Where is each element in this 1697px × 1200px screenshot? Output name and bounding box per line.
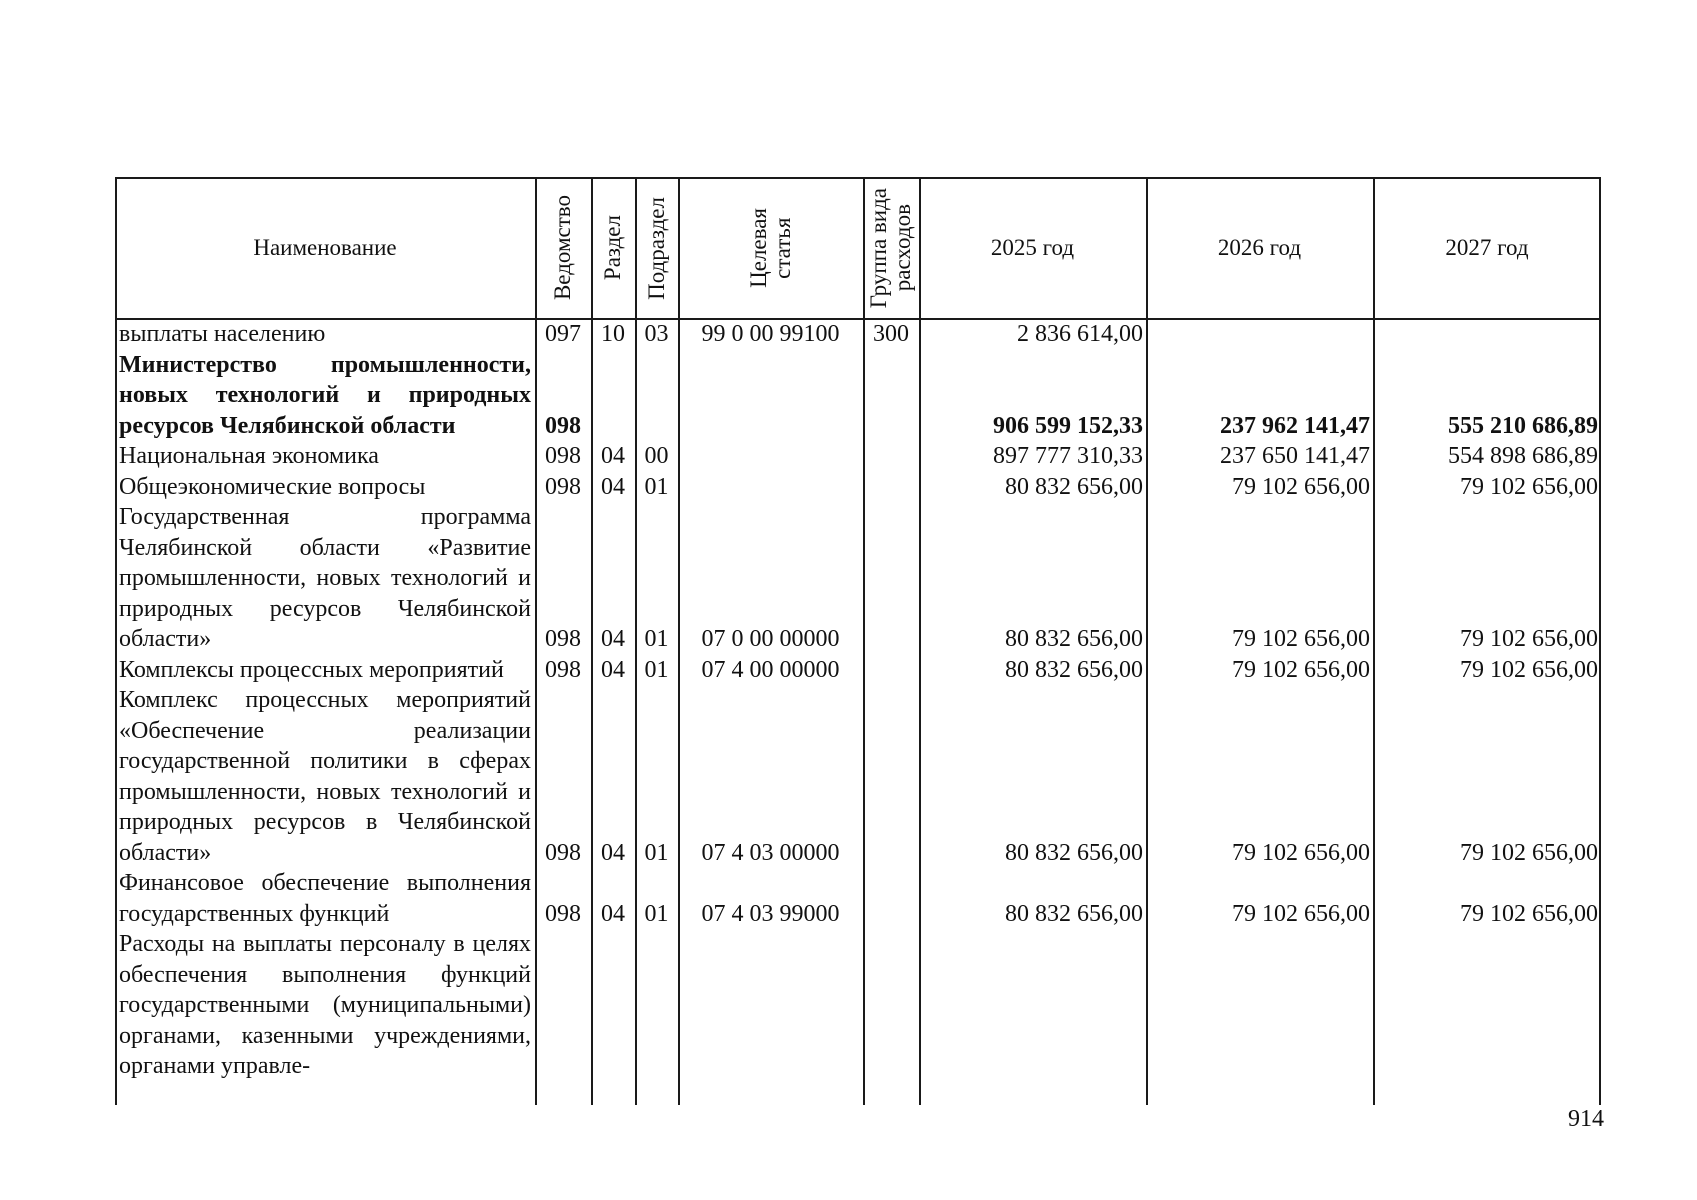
budget-table	[115, 177, 1601, 1105]
row-value-2026: 237 962 141,47	[1220, 412, 1370, 439]
row-value-2026: 79 102 656,00	[1232, 626, 1370, 652]
row-vedomstvo: 097	[545, 321, 581, 347]
row-value-2027: 79 102 656,00	[1460, 839, 1598, 866]
row-razdel: 04	[601, 839, 625, 866]
header-vedomstvo-label: Ведомство	[550, 195, 575, 301]
row-value-2027: 79 102 656,00	[1460, 473, 1598, 500]
header-group-line2: расходов	[890, 204, 915, 292]
row-value-2025: 80 832 656,00	[1005, 839, 1143, 866]
table-row	[115, 502, 1601, 655]
row-value-2025: 80 832 656,00	[1005, 626, 1143, 652]
row-value-2025	[919, 929, 1146, 1082]
row-podrazdel: 00	[644, 443, 669, 469]
row-vedomstvo: 098	[545, 900, 581, 927]
row-podrazdel: 01	[644, 626, 669, 652]
row-group	[863, 472, 919, 503]
header-target-line1: Целевая	[745, 208, 771, 288]
table-row	[115, 350, 1601, 442]
row-razdel: 04	[601, 900, 625, 927]
row-vedomstvo: 098	[545, 473, 581, 500]
row-razdel	[591, 929, 635, 1082]
row-value-2026: 79 102 656,00	[1232, 900, 1370, 927]
row-name: Общеэкономические вопросы	[119, 473, 426, 500]
row-value-2026	[1146, 929, 1373, 1082]
header-group	[863, 177, 919, 319]
row-razdel: 04	[601, 656, 625, 683]
row-value-2025: 906 599 152,33	[993, 412, 1143, 439]
table-header	[115, 177, 1601, 319]
row-name: Национальная экономика	[119, 443, 379, 469]
row-target	[678, 472, 863, 503]
table-row	[115, 441, 1601, 472]
row-vedomstvo	[535, 929, 591, 1082]
header-razdel	[591, 177, 635, 319]
row-vedomstvo: 098	[545, 656, 581, 683]
row-target: 99 0 00 99100	[701, 321, 840, 347]
row-name: выплаты населению	[119, 321, 326, 347]
row-name: Финансовое обеспечение выполнения государственных функций	[119, 870, 531, 927]
row-group	[863, 350, 919, 442]
row-podrazdel	[635, 929, 678, 1082]
row-value-2026: 79 102 656,00	[1232, 656, 1370, 683]
row-target: 07 4 00 00000	[701, 656, 840, 683]
row-name: Министерство промышленности, новых технологий и природных ресурсов Челябинской области	[119, 351, 531, 439]
row-group: 300	[873, 321, 909, 347]
table-body	[115, 319, 1601, 1082]
header-name: Наименование	[253, 235, 397, 260]
header-razdel-label: Раздел	[600, 215, 625, 281]
row-value-2026	[1146, 319, 1373, 350]
row-razdel: 04	[601, 626, 625, 652]
row-value-2026: 237 650 141,47	[1220, 443, 1370, 469]
row-group	[863, 929, 919, 1082]
row-value-2027	[1373, 929, 1601, 1082]
row-group	[863, 868, 919, 929]
row-podrazdel: 03	[644, 321, 669, 347]
row-target	[678, 441, 863, 472]
row-value-2027: 555 210 686,89	[1448, 412, 1598, 439]
row-target: 07 4 03 99000	[701, 900, 840, 927]
page-number: 914	[1568, 1106, 1604, 1132]
row-name: Комплексы процессных мероприятий	[119, 656, 504, 683]
row-target	[678, 350, 863, 442]
header-year-2027: 2027 год	[1445, 235, 1529, 260]
row-razdel	[591, 350, 635, 442]
row-podrazdel: 01	[644, 839, 669, 866]
row-vedomstvo: 098	[545, 412, 581, 439]
table-row	[115, 868, 1601, 929]
row-target: 07 4 03 00000	[701, 839, 840, 866]
header-group-label	[867, 188, 915, 308]
row-value-2025: 80 832 656,00	[1005, 473, 1143, 500]
header-target	[678, 177, 863, 319]
row-value-2027: 79 102 656,00	[1460, 626, 1598, 652]
table-row	[115, 472, 1601, 503]
row-name: Комплекс процессных мероприятий «Обеспечение реализации государственной политики в сферах промышленности, новых технологий и природных ресурсов в Челябинской области»	[119, 687, 531, 866]
row-group	[863, 502, 919, 655]
row-value-2027: 79 102 656,00	[1460, 656, 1598, 683]
row-podrazdel: 01	[644, 656, 669, 683]
row-name: Государственная программа Челябинской области «Развитие промышленности, новых технологий и природных ресурсов Челябинской области»	[119, 504, 531, 652]
row-razdel: 04	[601, 473, 625, 500]
row-vedomstvo: 098	[545, 626, 581, 652]
row-name: Расходы на выплаты персоналу в целях обеспечения выполнения функций государственными (муниципальными) органами, казенными учреждениями, органами управле-	[119, 931, 531, 1079]
header-target-line2: статья	[769, 217, 795, 279]
row-podrazdel: 01	[644, 900, 669, 927]
row-razdel: 10	[601, 321, 625, 347]
header-year-2026: 2026 год	[1217, 235, 1302, 260]
header-year-2025: 2025 год	[990, 235, 1075, 260]
header-group-line1: Группа вида	[866, 187, 891, 309]
row-group	[863, 655, 919, 686]
row-target: 07 0 00 00000	[701, 626, 840, 652]
row-value-2027: 79 102 656,00	[1460, 900, 1598, 927]
row-podrazdel	[635, 350, 678, 442]
row-value-2025: 80 832 656,00	[1005, 656, 1143, 683]
table-row	[115, 655, 1601, 686]
row-target	[678, 929, 863, 1082]
row-value-2027	[1373, 319, 1601, 350]
row-value-2026: 79 102 656,00	[1232, 839, 1370, 866]
header-podrazdel-label: Подраздел	[643, 196, 669, 300]
row-value-2025: 2 836 614,00	[1017, 321, 1143, 347]
row-vedomstvo: 098	[545, 839, 581, 866]
row-podrazdel: 01	[644, 473, 669, 500]
table-row	[115, 319, 1601, 350]
row-value-2025: 80 832 656,00	[1005, 900, 1143, 927]
header-target-label	[747, 208, 795, 288]
row-vedomstvo: 098	[545, 443, 581, 469]
header-vedomstvo	[535, 177, 591, 319]
header-podrazdel	[635, 177, 678, 319]
row-group	[863, 685, 919, 868]
row-value-2026: 79 102 656,00	[1232, 473, 1370, 500]
table-row	[115, 685, 1601, 868]
row-value-2025: 897 777 310,33	[993, 443, 1143, 469]
row-group	[863, 441, 919, 472]
row-value-2027: 554 898 686,89	[1448, 443, 1598, 469]
table-row	[115, 929, 1601, 1082]
row-razdel: 04	[601, 443, 625, 469]
